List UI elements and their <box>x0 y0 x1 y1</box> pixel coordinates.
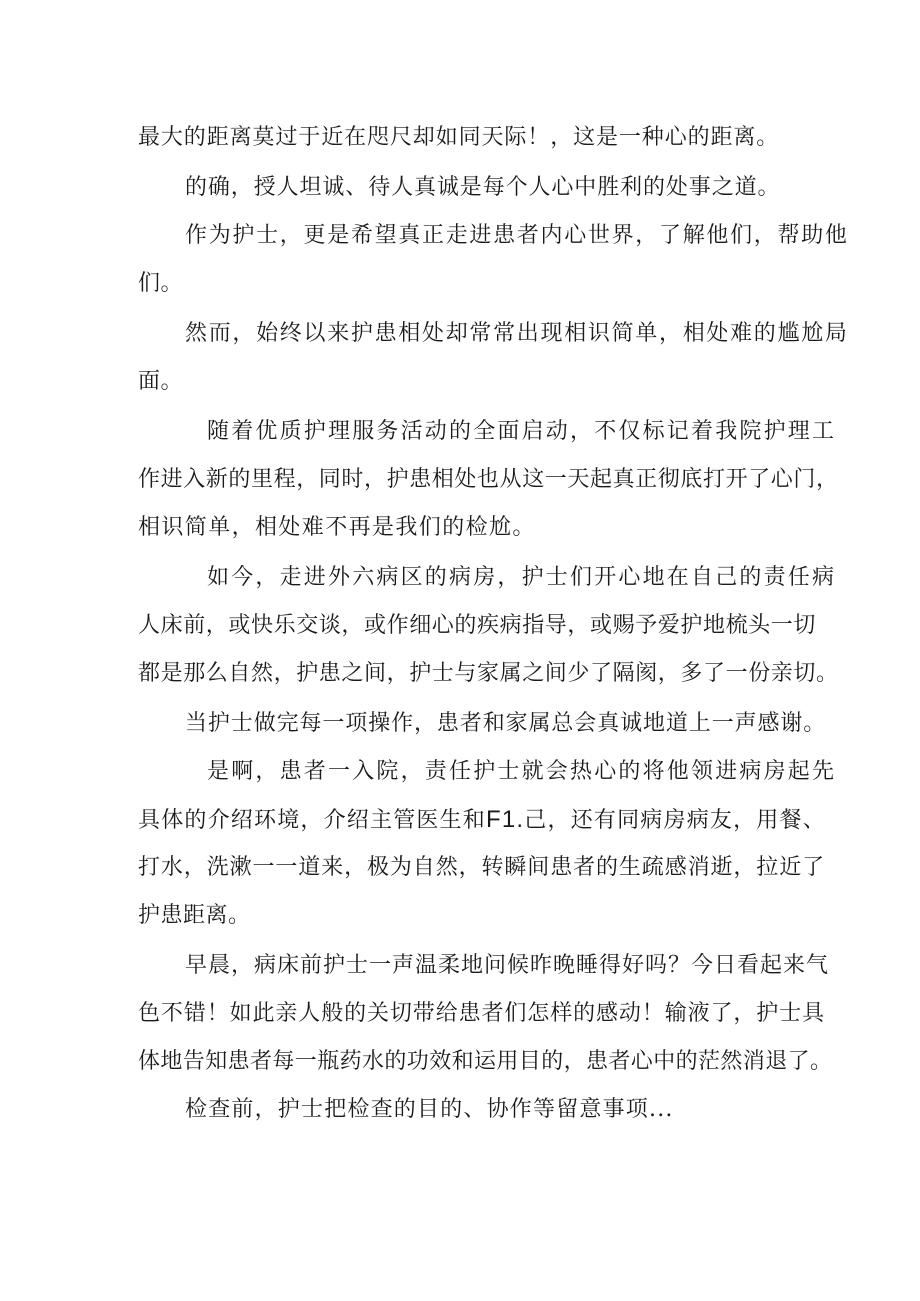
text-line-1: 最大的距离莫过于近在咫尺却如同天际！，这是一种心的距离。 <box>138 125 780 150</box>
text-line-20: 体地告知患者每一瓶药水的功效和运用目的，患者心中的茫然消退了。 <box>138 1049 833 1074</box>
text-line-7: 随着优质护理服务活动的全面启动，不仅标记着我院护理工 <box>207 419 837 444</box>
text-line-12: 都是那么自然，护患之间，护士与家属之间少了隔阂，多了一份亲切。 <box>138 661 839 686</box>
text-line-13: 当护士做完每一项操作，患者和家属总会真诚地道上一声感谢。 <box>185 711 827 736</box>
text-line-15-part-a: 具体的介绍环境，介绍主管医生和 <box>138 808 487 833</box>
text-line-2: 的确，授人坦诚、待人真诚是每个人心中胜利的处事之道。 <box>185 175 781 200</box>
text-line-15 <box>138 806 826 835</box>
text-line-10: 如今，走进外六病区的病房，护士们开心地在自己的责任病 <box>207 565 837 590</box>
text-line-14: 是啊，患者一入院，责任护士就会热心的将他领进病房起先 <box>207 759 837 784</box>
text-line-3: 作为护士，更是希望真正走进患者内心世界，了解他们，帮助他 <box>185 223 849 248</box>
text-line-6: 面。 <box>138 369 184 394</box>
text-line-15-latin: F1. <box>486 806 525 833</box>
text-line-19: 色不错！如此亲人般的关切带给患者们怎样的感动！输液了，护士具 <box>138 1001 826 1026</box>
text-line-9: 相识简单，相处难不再是我们的检尬。 <box>138 515 536 540</box>
text-line-17: 护患距离。 <box>138 903 251 928</box>
text-line-8: 作进入新的里程，同时，护患相处也从这一天起真正彻底打开了心门， <box>138 467 839 492</box>
text-line-16: 打水，洗漱一一道来，极为自然，转瞬间患者的生疏感消逝，拉近了 <box>138 855 826 880</box>
text-line-21: 检查前，护士把检查的目的、协作等留意事项... <box>185 1097 674 1122</box>
text-line-5: 然而，始终以来护患相处却常常出现相识简单，相处难的尴尬局 <box>185 321 849 346</box>
text-line-18: 早晨，病床前护士一声温柔地问候昨晚睡得好吗？今日看起来气 <box>185 953 830 978</box>
text-line-4: 们。 <box>138 271 184 296</box>
text-line-15-part-b: 己，还有同病房病友，用餐、 <box>524 808 826 833</box>
text-line-11: 人床前，或快乐交谈，或作细心的疾病指导，或赐予爱护地梳头一切 <box>138 613 817 638</box>
